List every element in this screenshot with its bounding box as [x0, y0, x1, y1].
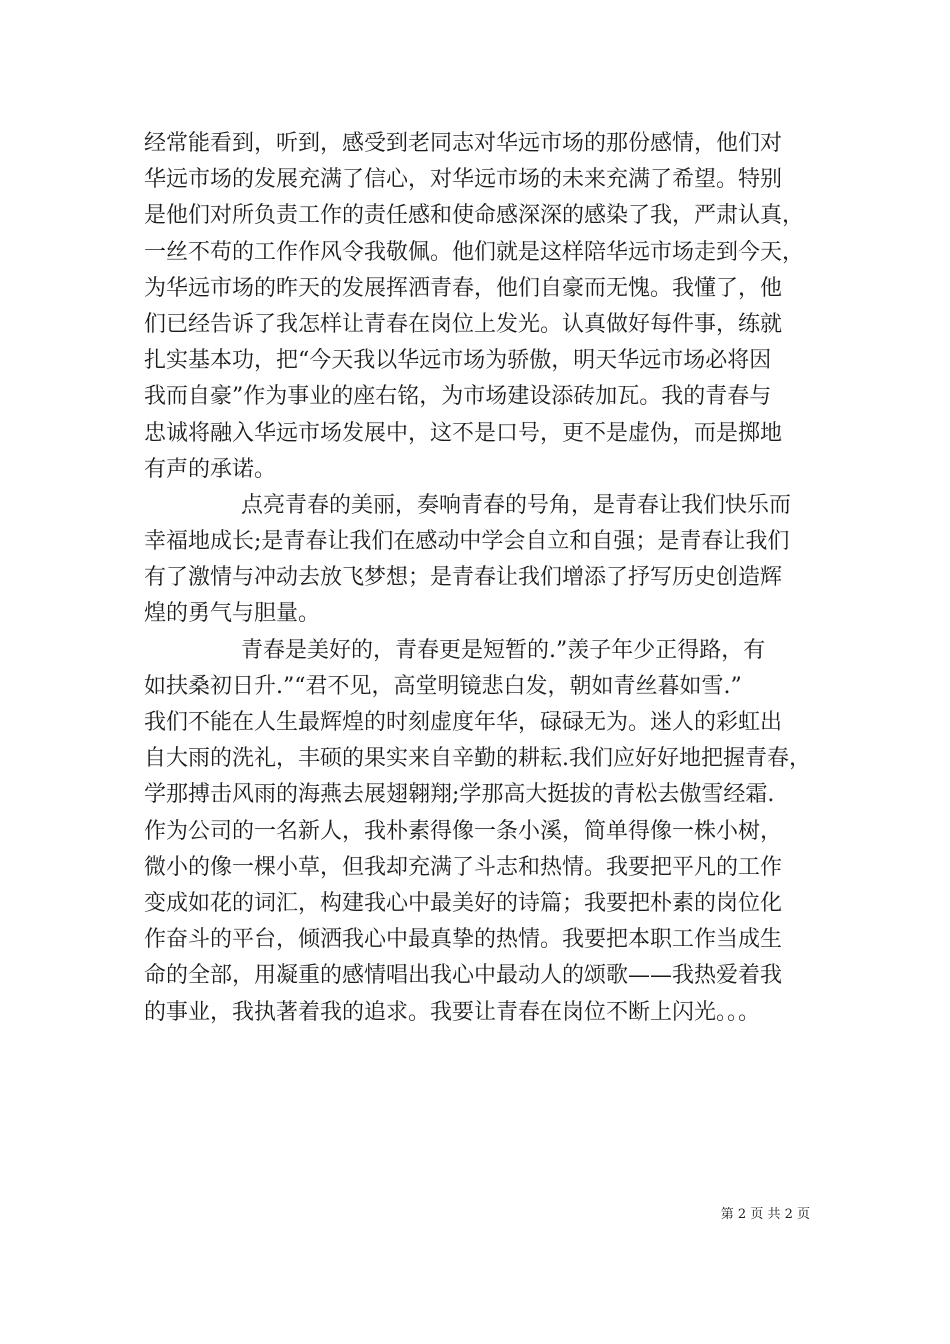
text-line: 煌的勇气与胆量。 — [144, 601, 321, 627]
text-line: 经常能看到，听到，感受到老同志对华远市场的那份感情，他们对 — [144, 131, 783, 156]
paragraph — [144, 488, 809, 633]
text-line: 作奋斗的平台，倾洒我心中最真挚的热情。我要把本职工作当成生 — [144, 927, 783, 953]
text-line: 忠诚将融入华远市场发展中，这不是口号，更不是虚伪，而是掷地 — [144, 420, 783, 446]
text-line: 为华远市场的昨天的发展挥洒青春，他们自豪而无愧。我懂了，他 — [144, 275, 783, 301]
text-line: 一丝不苟的工作作风令我敬佩。他们就是这样陪华远市场走到今天， — [144, 239, 805, 265]
text-line: 我而自豪”作为事业的座右铭，为市场建设添砖加瓦。我的青春与 — [144, 384, 772, 410]
text-line: 有声的承诺。 — [144, 456, 277, 482]
text-line: 华远市场的发展充满了信心，对华远市场的未来充满了希望。特别 — [144, 167, 783, 193]
text-line: 是他们对所负责工作的责任感和使命感深深的感染了我，严肃认真， — [144, 203, 805, 229]
text-line: 学那搏击风雨的海燕去展翅翱翔;学那高大挺拔的青松去傲雪经霜. — [144, 782, 775, 808]
text-line: 点亮青春的美丽，奏响青春的号角，是青春让我们快乐而 — [241, 492, 792, 518]
text-line: 青春是美好的，青春更是短暂的.”羡子年少正得路，有 — [241, 637, 766, 663]
text-line: 如扶桑初日升.”“君不见，高堂明镜悲白发，朝如青丝暮如雪.” — [144, 673, 742, 699]
text-line: 微小的像一棵小草，但我却充满了斗志和热情。我要把平凡的工作 — [144, 854, 783, 880]
text-line: 自大雨的洗礼，丰硕的果实来自辛勤的耕耘.我们应好好地把握青春， — [144, 746, 811, 772]
text-line: 命的全部，用凝重的感情唱出我心中最动人的颂歌——我热爱着我 — [144, 963, 783, 989]
paragraph — [144, 126, 809, 488]
text-line: 有了激情与冲动去放飞梦想；是青春让我们增添了抒写历史创造辉 — [144, 565, 783, 591]
paragraph — [144, 633, 809, 1031]
text-line: 们已经告诉了我怎样让青春在岗位上发光。认真做好每件事，练就 — [144, 311, 783, 337]
text-line: 扎实基本功，把“今天我以华远市场为骄傲，明天华远市场必将因 — [144, 348, 772, 374]
text-line: 作为公司的一名新人，我朴素得像一条小溪，简单得像一株小树， — [144, 818, 783, 844]
text-line: 我们不能在人生最辉煌的时刻虚度年华，碌碌无为。迷人的彩虹出 — [144, 710, 783, 735]
text-line: 的事业，我执著着我的追求。我要让青春在岗位不断上闪光。。。 — [144, 999, 761, 1025]
document-body — [144, 126, 809, 1031]
page-footer: 第 2 页 共 2 页 — [720, 1207, 810, 1222]
text-line: 幸福地成长;是青春让我们在感动中学会自立和自强；是青春让我们 — [144, 529, 790, 555]
text-line: 变成如花的词汇，构建我心中最美好的诗篇；我要把朴素的岗位化 — [144, 890, 783, 916]
